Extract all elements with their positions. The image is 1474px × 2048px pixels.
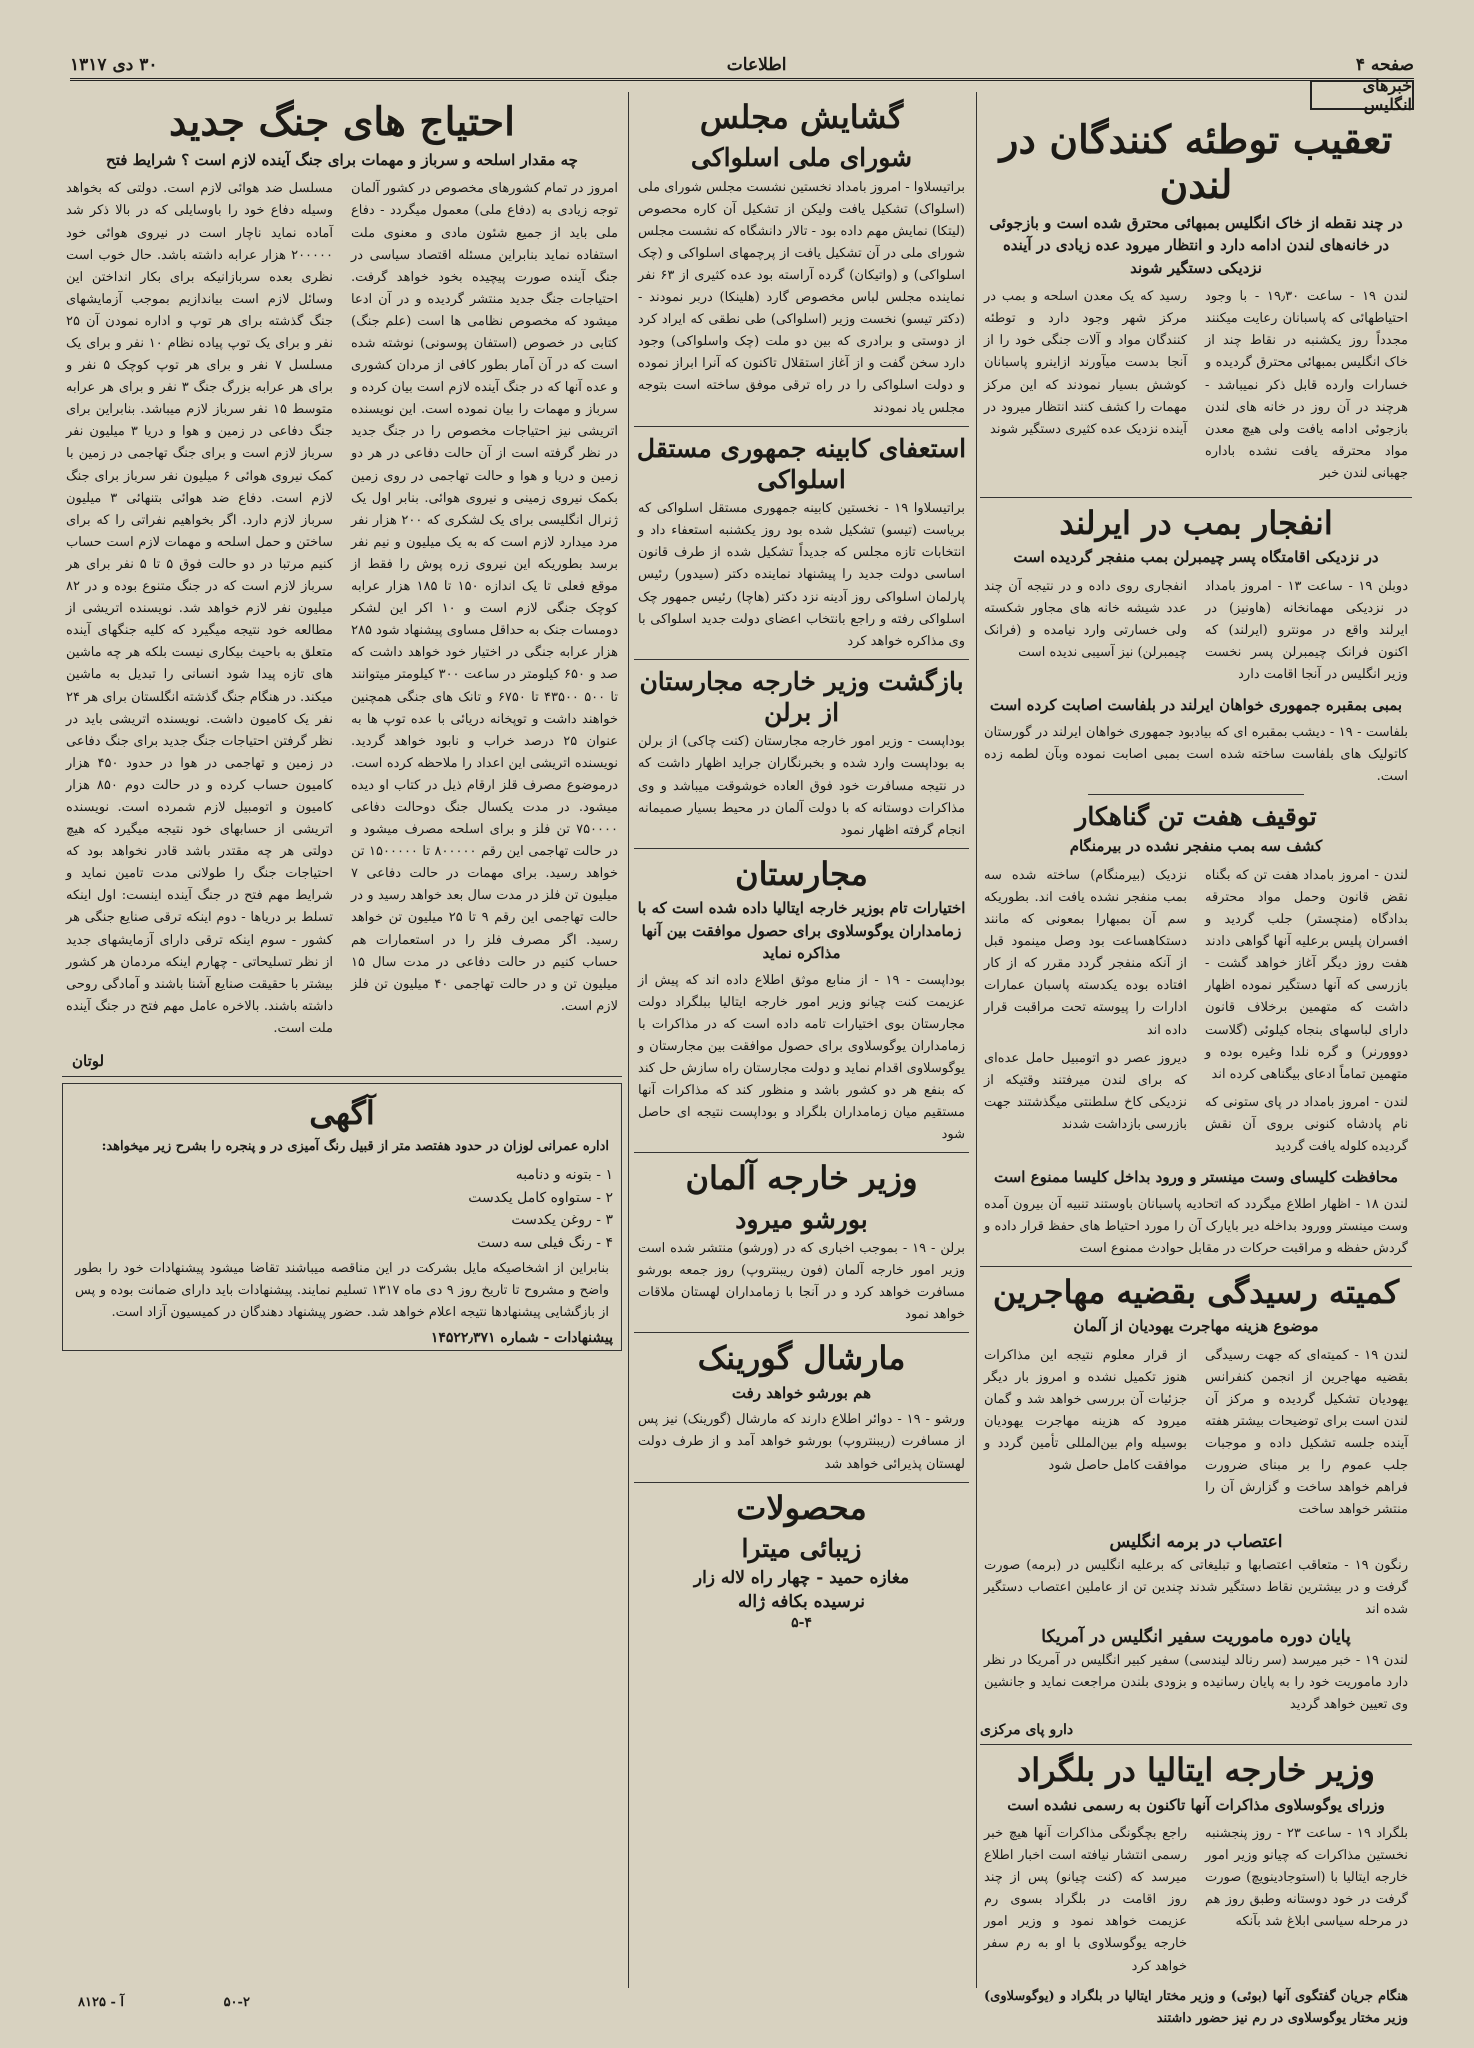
article: [980, 504, 1412, 788]
article: [634, 98, 969, 420]
ad-item-list: [71, 1164, 613, 1254]
advertisement: [634, 1489, 969, 1632]
ad-codes: [78, 1995, 250, 2010]
subheadline: پایان دوره ماموریت سفیر انگلیس در آمریکا: [1041, 1626, 1351, 1647]
article: [634, 855, 969, 1147]
article-body: از قرار معلوم نتیجه این مذاکرات هنوز تکمیل نشده و امروز بار دیگر جزئیات آن بررسی خواهد شد و گمان میرود که هزینه مهاجرت یهودیان بوسیله وام بین‌المللی تأمین گردد و موافقت کامل حاصل شود: [984, 1347, 1187, 1474]
headline: مجارستان: [735, 854, 868, 893]
article-body: لندن ۱۸ - اظهار اطلاع میگردد که اتحادیه پاسبانان باوستند تنبیه آن بیرون آمده وست مینستر وورود بداخله دیر بایارک آن را مورد احتیاط های حفظ قرار داده و گردش حفظه و مراقبت حرکات در مقابل حوادث ممنوع است: [984, 1196, 1408, 1256]
ad-line: نرسیده بکافه ژاله: [738, 1592, 865, 1613]
headline: انفجار بمب در ایرلند: [1059, 504, 1333, 543]
article-body: دیروز عصر دو اتومبیل حامل عده‌ای که برای لندن میرفتند وقتیکه از نزدیکی کاخ سلطنتی میگذشتند جهت بازرسی بازداشت شدند: [984, 1050, 1187, 1132]
signature: لوتان: [72, 1052, 105, 1070]
article-body: مسلسل ضد هوائی لازم است. دولتی که بخواهد وسیله دفاع خود را باوسایلی که در بالا ذکر شد آماده نماید ناچار است در نیروی هوائی خود ۲۰۰۰۰۰ هزار عرابه داشته باشد. حال خوب است نظری بعده سربازانیکه برای بکار انداختن این وسائل لازم است بیاندازیم بموجب آزمایشهای جنگ گذشته برای هر توپ و اداره نمودن آن ۲۵ نفر و برای یک توپ پیاده نظام ۱۰ نفر و برای یک مسلسل ۷ نفر و برای هر توپ کوچک ۵ نفر و برای هر عرابه بزرگ جنگ ۳ نفر و برای هر عرابه متوسط ۱۵ نفر سرباز لازم میباشد. بنابراین برای جنگ دفاعی در زمین و هوا و دریا ۳ میلیون نفر سرباز لازم است و برای جنگ تهاجمی در زمین با کمک نیروی هوائی ۶ میلیون نفر سرباز برای جنگ لازم است. دفاع ضد هوائی بتنهائی ۳ میلیون سرباز لازم دارد. اگر بخواهیم نفراتی را که برای ساختن و حمل اسلحه و مهمات لازم است حساب کنیم مرتبا در دو حالت فوق ۵ تا ۵ نفر برای هر سرباز لازم است که در جنگ متنوع بوده و در ۸۲ میلیون نفر لازم خواهد شد. نویسنده اتریشی از مطالعه خود نتیجه میگیرد که کلیه جنگهای آینده متعلق به باحیث بیکاری نیست بلکه هر چه ماشین های تازه پیدا شود انسانی را تبدیل به ماشین میکند. در هنگام جنگ گذشته انگلستان برای هر ۲۴ نفر یک کامیون داشت. نویسنده اتریشی باید در نظر گرفتن احتیاجات جنگ جدید برای جنگ دفاعی در زمین و تهاجمی در هوا در حدود ۴۵۰ هزار کامیون حساب کرده و در حالت دوم ۸۵۰ هزار کامیون و اتومبیل لازم شمرده است. نویسنده اتریشی از حسابهای خود نتیجه میگیرد که هیچ دولتی هر چه مقتدر باشد قادر نخواهد بود که احتیاجات جنگ را طولانی مدت تامین نماید و شرایط مهم فتح در جنگ آینده اینست: اول اینکه تسلط بر دریاها - دوم اینکه ترقی صنایع جنگی هر کشور - سوم اینکه ترقی دارای آزمایشهای جدید از نظر تسلیحاتی - چهارم اینکه مردمان هر کشور بیشتر با حقیقت صنایع آشنا باشند و آمادگی روحی داشته باشند. بالاخره عامل مهم فتح در جنگ آینده ملت است.: [66, 181, 334, 1036]
masthead: [70, 52, 1414, 81]
article-body: براتیسلاوا ۱۹ - نخستین کابینه جمهوری مستقل اسلواکی که بریاست (تیسو) تشکیل شده بود روز یکشنبه استعفاء داد و انتخابات تازه مجلس که جدیداً تشکیل شده از طرف قانون اساسی دولت جدید را پیشنهاد نماینده دکتر (سیدور) رئیس پارلمان اسلواکی روز آدینه نزد دکتر (هاچا) رئیس جمهور چک اسلواکی رفته و راجع بانتخاب اعضای دولت جدید اسلواکی با وی مذاکره خواهد کرد: [638, 501, 965, 649]
ad-headline: محصولات: [736, 1488, 867, 1527]
article-body: بلفاست - ۱۹ - دیشب بمقبره ای که بیادبود جمهوری خواهان ایرلند در گورستان کاتولیک های بلفاست ساخته شده است بمبی اصابت نموده وبآن لطمه زده است.: [984, 724, 1409, 785]
footer-tag: دارو پای مرکزی: [980, 1722, 1074, 1739]
article: [980, 801, 1412, 1260]
article: [980, 1751, 1412, 2030]
subheadline: بورشو میرود: [735, 1204, 868, 1234]
headline: احتیاج های جنگ جدید: [169, 99, 515, 145]
right-column: [980, 110, 1412, 2036]
paper-name: اطلاعات: [726, 55, 787, 75]
ad-intro: اداره عمرانی لوزان در حدود هفتصد متر از قبیل رنگ آمیزی در و پنجره را بشرح زیر میخواهد:: [101, 1139, 609, 1155]
ad-item: ۱ - بتونه و دنامبه: [515, 1167, 613, 1184]
ad-item: ۲ - ستواوه کامل یکدست: [468, 1189, 613, 1206]
divider: [634, 1152, 969, 1153]
article-body: لندن ۱۹ - کمیته‌ای که جهت رسیدگی بقضیه مهاجرین از انجمن کنفرانس یهودیان تشکیل گردیده و مرکز آن لندن است برای توضیحات بیشتر هفته آینده جلسه تشکیل داده و موجبات جلب عموم را بر مبنای ضرورت فراهم خواهد ساخت و گزارش آن را منتشر خواهد ساخت: [1205, 1347, 1408, 1518]
article-body: رنگون ۱۹ - متعاقب اعتصابها و تبلیغاتی که برعلیه انگلیس در (برمه) صورت گرفت و در بیشترین نقاط دستگیر شدند چندین تن از عاملین اعتصاب دستگیر شده اند: [984, 1557, 1408, 1617]
left-column: [62, 92, 622, 1351]
article: [980, 1273, 1412, 1738]
subheadline: در چند نقطه از خاک انگلیس بمبهائی محترق شده است و بازجوئی در خانه‌های لندن ادامه دارد و انتظار میرود عده زیادی در آینده نزدیکی دستگیر شوند: [989, 213, 1403, 277]
divider: [980, 497, 1412, 498]
subheadline: شورای ملی اسلواکی: [690, 143, 913, 173]
divider: [634, 426, 969, 427]
headline: تعقیب توطئه کنندگان در لندن: [999, 117, 1393, 208]
subheadline: در نزدیکی اقامتگاه پسر چیمبرلن بمب منفجر گردیده است: [1013, 548, 1379, 567]
article-body: بلگراد ۱۹ - ساعت ۲۳ - روز پنجشنبه نخستین مذاکرات که چیانو وزیر امور خارجه ایتالیا با (استوجادینویچ) صورت گرفت در خود دوستانه وطبق روز هم در مرحله سیاسی ابلاغ شد بآنکه: [1205, 1826, 1408, 1930]
article: [634, 666, 969, 842]
ad-footer: پیشنهادات - شماره ۱۴۵۲۲٫۳۷۱: [430, 1330, 613, 1347]
divider: [980, 1744, 1412, 1745]
advertisement: [62, 1083, 622, 1351]
headline: گشایش مجلس: [699, 98, 904, 136]
subheadline: اختیارات تام بوزیر خارجه ایتالیا داده شده است که با زمامداران یوگوسلاوی برای حصول موافقت بین آنها مذاکره نماید: [637, 899, 966, 963]
subheadline: وزرای یوگوسلاوی مذاکرات آنها تاکنون به رسمی نشده است: [1007, 1795, 1385, 1814]
subheadline: هم بورشو خواهد رفت: [731, 1383, 872, 1402]
article-body: برلن - ۱۹ - بموجب اخباری که در (ورشو) منتشر شده است وزیر امور خارجه آلمان (فون ریبنتروپ) روز جمعه بورشو مسافرت خواهد کرد و در آنجا با زمامداران لهستان ملاقات خواهد نمود: [638, 1241, 965, 1323]
headline: مارشال گورینک: [697, 1339, 906, 1378]
article-body: براتیسلاوا - امروز بامداد نخستین نشست مجلس شورای ملی (اسلواک) تشکیل یافت ولیکن از تشکیل آن کاره محصوص (لیتکا) نمایش مهم داده بود - تالار دانشگاه که نشست مجلس شورای ملی در آن تشکیل یافت از پرچمهای اسلواکی و (چک اسلواکی) و (واتیکان) گرده آراسته بود عده کثیری از ۶۳ نفر نماینده مجلس لباس مخصوص گارد (هلینکا) دربر نمودند - (دکتر تیسو) نخست وزیر (اسلواکی) طی نطقی که ایراد کرد از دوستی و برادری که بین دو ملت (چک واسلواکی) وجود دارد سخن گفت و از آغاز استقلال تاکنون که آنرا ابراز نموده و دولت اسلواکی را در راه ترقی موفق ساخته است بتوجه مجلس یاد نمودند: [638, 179, 966, 416]
article-body: هنگام جریان گفتگوی آنها (بوئی) و وزیر مختار ایتالیا در بلگراد و (یوگوسلاوی) وزیر مختار یوگوسلاوی در رم نیز حضور داشتند: [984, 1988, 1408, 2026]
article-body: لندن ۱۹ - ساعت ۱۹٫۳۰ - با وجود احتیاطهائی که پاسبانان رعایت میکنند مجدداً روز یکشنبه در نقاط چند از خاک انگلیس بمبهائی محترق گردیده و خسارات وارده قابل ذکر نمیباشد - هرچند در آن روز در خانه های لندن بازجوئی ادامه یافت ولی هیچ معدن مواد محترقه یافت نشده باداره جهبانی لندن خبر: [1205, 289, 1409, 481]
article-body: امروز در تمام کشورهای مخصوص در کشور آلمان توجه زیادی به (دفاع ملی) معمول میگردد - دفاع ملی باید از جمیع شئون مادی و معنوی ملت استفاده نماید بنابراین مسئله اقتصاد سیاسی در جنگ آینده صورت پیچیده بخود خواهد گرفت. احتیاجات جنگ جدید منتشر گردیده و در آن ادعا میشود که مخصوص نظامی ها است (علم جنگ) کتابی در خصوص (استفان پوسونی) نوشته شده است که در آن آمار بطور کافی از مردان کشوری و عده آنها که در جنگ آینده لازم است بیان کرده و سرباز و مهمات را بیان نموده است. این نویسنده اتریشی نیز احتیاجات مخصوص را در جنگ جدید در نظر گرفته است از آن حالت دفاعی در هر دو زمین و دریا و هوا و حالت تهاجمی در روی زمین بکمک نیروی زمینی و نیروی هوائی. بنابر اول یک ژنرال انگلیسی برای یک لشکری که ۲۰۰ هزار نفر مرد میدارد لازم است که به یک میلیون و نیم نفر برسد بطوریکه این نیروی زره پوش را فقط از موقع فعلی تا یک اندازه ۱۵۰ تا ۱۸۵ هزار عرابه کوچک جنگی لازم است و ۱۰ اکر این لشکر دومسات جنک به حداقل مساوی پیشنهاد شود ۲۸۵ هزار عرابه جنگی در اختیار خود خواهد داشت که صد و ۶۵۰ کیلومتر در ساعت ۳۰۰ کیلومتر میتوانند تا ۵۰۰ ۴۳۵۰۰ تا ۶۷۵۰ و تانک های جنگی همچنین خواهند داشت و توپخانه دریائی با عده توپ ها به عنوان ۲۵ درصد خراب و نابود خواهد گردید. نویسنده اتریشی این اعداد را ملاحظه کرده است. درموضوع مصرف قلز ارقام ذیل در کتاب او دیده میشود. در مدت یکسال جنگ دوحالت دفاعی ۷۵۰۰۰۰ تن فلز و برای اسلحه مصرف میشود و در حالت تهاجمی این رقم ۸۰۰۰۰۰ تا ۱۵۰۰۰۰۰ تن خواهد رسید. برای مهمات در حالت دفاعی ۷ میلیون تن فلز در مدت سال بعد خواهد رسید و در حالت تهاجمی این رقم ۹ تا ۲۵ میلیون تن خواهد رسید. اگر مصرف فلز را در استعمارات هم حساب کنیم در حالت دفاعی در مدت سال ۱۵ میلیون تن و در حالت تهاجمی ۴۰ میلیون تن فلز لازم است.: [351, 181, 619, 1014]
column-divider: [976, 92, 977, 1988]
divider: [634, 1482, 969, 1483]
page-label: صفحه ۴: [1355, 55, 1414, 75]
ad-body: بنابراین از اشخاصیکه مایل بشرکت در این مناقصه میباشند تقاضا میشود پیشنهادات خود را بطور واضح و مشروح تا تاریخ روز ۹ دی ماه ۱۳۱۷ تسلیم نمایند. پیشنهادات باید دارای ضمانت بوده و پس از بازگشایی پیشنهادها نتیجه اعلام خواهد شد. حضور پیشنهاد دهندگان در کمیسیون آزاد است.: [75, 1261, 609, 1321]
article-body: لندن ۱۹ - خبر میرسد (سر رنالد لیندسی) سفیر کبیر انگلیس در آمریکا در نظر دارد ماموریت خود را به پایان رسانیده و بزودی بلندن مراجعت نماید و جانشین وی تعیین خواهد گردید: [984, 1652, 1408, 1713]
article: [980, 118, 1412, 491]
ad-headline: آگهی: [309, 1094, 375, 1132]
subheadline: بمبی بمقبره جمهوری خواهان ایرلند در بلفاست اصابت کرده است: [989, 696, 1403, 715]
article: [634, 433, 969, 653]
column-divider: [628, 92, 629, 1988]
issue-date: ۳۰ دی ۱۳۱۷: [70, 55, 158, 75]
article-body: انفجاری روی داده و در نتیجه آن چند عدد شیشه خانه های مجاور شکسته ولی خسارتی وارد نیامده و (فرانک چیمبرلن) نیز آسیبی ندیده است: [984, 578, 1187, 661]
article: [634, 1339, 969, 1475]
article-body: بوداپست - وزیر امور خارجه مجارستان (کنت چاکی) از برلن به بوداپست وارد شده و بخبرنگاران جراید اظهار داشت که در نتیجه مسافرت خود فوق العاده خوشوقت میباشد و وی مذاکرات دوستانه که با دولت آلمان در محیط بسیار صمیمانه انجام گرفته اظهار نمود: [638, 734, 965, 838]
headline: وزیر خارجه آلمان: [685, 1159, 918, 1198]
article-body: لندن - امروز بامداد هفت تن که بگناه نقض قانون وحمل مواد محترقه بدادگاه (منچستر) جلب گردید و افسران پلیس برعلیه آنها گواهی دادند هفت روز دیگر آغاز خواهد گشت - بازرسی که آنها دستگیر نموده اظهار داشت که متهمین برخلاف قانون دارای لباسهای بنجاه کیلوئی (گلاست دووورنر) و گره نلدا وغیره بوده و متهمین تماماً ادعای بیگناهی کرده اند: [1205, 867, 1408, 1082]
subheadline: موضوع هزینه مهاجرت یهودیان از آلمان: [1073, 1317, 1319, 1336]
subheadline: کشف سه بمب منفجر نشده در بیرمنگام: [1069, 837, 1323, 856]
article-body: نزدیک (بیرمنگام) ساخته شده سه بمب منفجر نشده یافت اند. بطوریکه سم آن بمبهارا بمعونی که مانند دستکاهساعت بود وصل مینمود قبل از آنکه منفجر گردد مقرر که از کار افتاده بوده یکدسته پاسبان عمارات ادارات را پیوسته تحت مراقبت قرار داده اند: [984, 867, 1187, 1038]
headline: کمیته رسیدگی بقضیه مهاجرین: [992, 1272, 1400, 1311]
divider: [634, 1332, 969, 1333]
divider: [1088, 794, 1304, 795]
article-body: بوداپست - ۱۹ - از منابع موثق اطلاع داده اند که پیش از عزیمت کنت چیانو وزیر امور خارجه ایتالیا ببلگراد دولت مجارستان بوی اختیارات تامه داده است که در مذاکرات با زمامداران یوگوسلاوی برای حصول موافقت بین مجارستان و یوگوسلاوی اقدام نماید و دولت مجارستان راه سازش حل کند که بنفع هر دو کشور باشد و منظور کند که مذاکرات آنها مستقیم میان زمامداران بلگراد و بوداپست نتیجه ای حاصل شود: [638, 972, 965, 1143]
ad-code: ۵-۴: [791, 1615, 812, 1632]
ad-subheadline: زیبائی میترا: [741, 1534, 862, 1564]
subheadline: اعتصاب در برمه انگلیس: [1109, 1531, 1283, 1552]
middle-column: [634, 92, 969, 1631]
ad-item: ۳ - روغن یکدست: [511, 1212, 613, 1229]
ad-item: ۴ - رنگ فیلی سه دست: [477, 1234, 613, 1251]
divider: [980, 1266, 1412, 1267]
divider: [62, 1076, 622, 1077]
section-tag: خبرهای انگلیس: [1310, 80, 1414, 110]
headline: استعفای کابینه جمهوری مستقل اسلواکی: [636, 433, 967, 494]
ad-code: آ - ۸۱۲۵: [78, 1995, 124, 2010]
article-body: رسید که یک معدن اسلحه و بمب در مرکز شهر وجود دارد و توطئه کنندگان مواد و آلات جنگی خود را از آنجا بدست میآورند ازاینرو پاسبانان کوشش بسیار نمودند که این مرکز مهمات را کشف کنند انتظار میرود در آینده نزدیک عده کثیری دستگیر شوند: [984, 289, 1187, 437]
ad-line: مغازه حمید - چهار راه لاله زار: [693, 1568, 910, 1589]
headline: بازگشت وزیر خارجه مجارستان از برلن: [639, 666, 964, 728]
subheadline: محافظت کلیسای وست مینستر و ورود بداخل کلیسا ممنوع است: [993, 1168, 1399, 1187]
divider: [634, 848, 969, 849]
divider: [634, 659, 969, 660]
article-body: لندن - امروز بامداد در پای ستونی که نام پادشاه کنونی بروی آن نقش گردیده کلوله یافت گردید: [1205, 1094, 1408, 1155]
article: [62, 100, 622, 1070]
ad-code: ۵۰-۲: [223, 1995, 250, 2010]
subheadline: چه مقدار اسلحه و سرباز و مهمات برای جنگ آینده لازم است ؟ شرایط فتح: [106, 150, 578, 169]
article-body: راجع بچگونگی مذاکرات آنها هیچ خبر رسمی انتشار نیافته است اخبار اطلاع میرسد که (کنت چیانو) پس از چند روز اقامت در بلگراد بسوی رم عزیمت خواهد نمود و وزیر امور خارجه یوگوسلاوی با او به رم سفر خواهد کرد: [984, 1826, 1187, 1974]
article-body: ورشو - ۱۹ - دوائر اطلاع دارند که مارشال (گورینک) نیز پس از مسافرت (ریبنتروپ) بورشو خواهد آمد و از طرف دولت لهستان پذیرائی خواهد شد: [638, 1412, 965, 1472]
headline: وزیر خارجه ایتالیا در بلگراد: [1017, 1751, 1375, 1790]
article: [634, 1159, 969, 1326]
headline: توقیف هفت تن گناهکار: [1075, 802, 1317, 832]
article-body: دوبلن ۱۹ - ساعت ۱۳ - امروز بامداد در نزدیکی مهمانخانه (هاونیز) در ایرلند واقع در مونترو (ایرلند) که اکنون فرانک چیمبرلن پسر نخست وزیر انگلیس در آنجا اقامت دارد: [1205, 578, 1408, 683]
